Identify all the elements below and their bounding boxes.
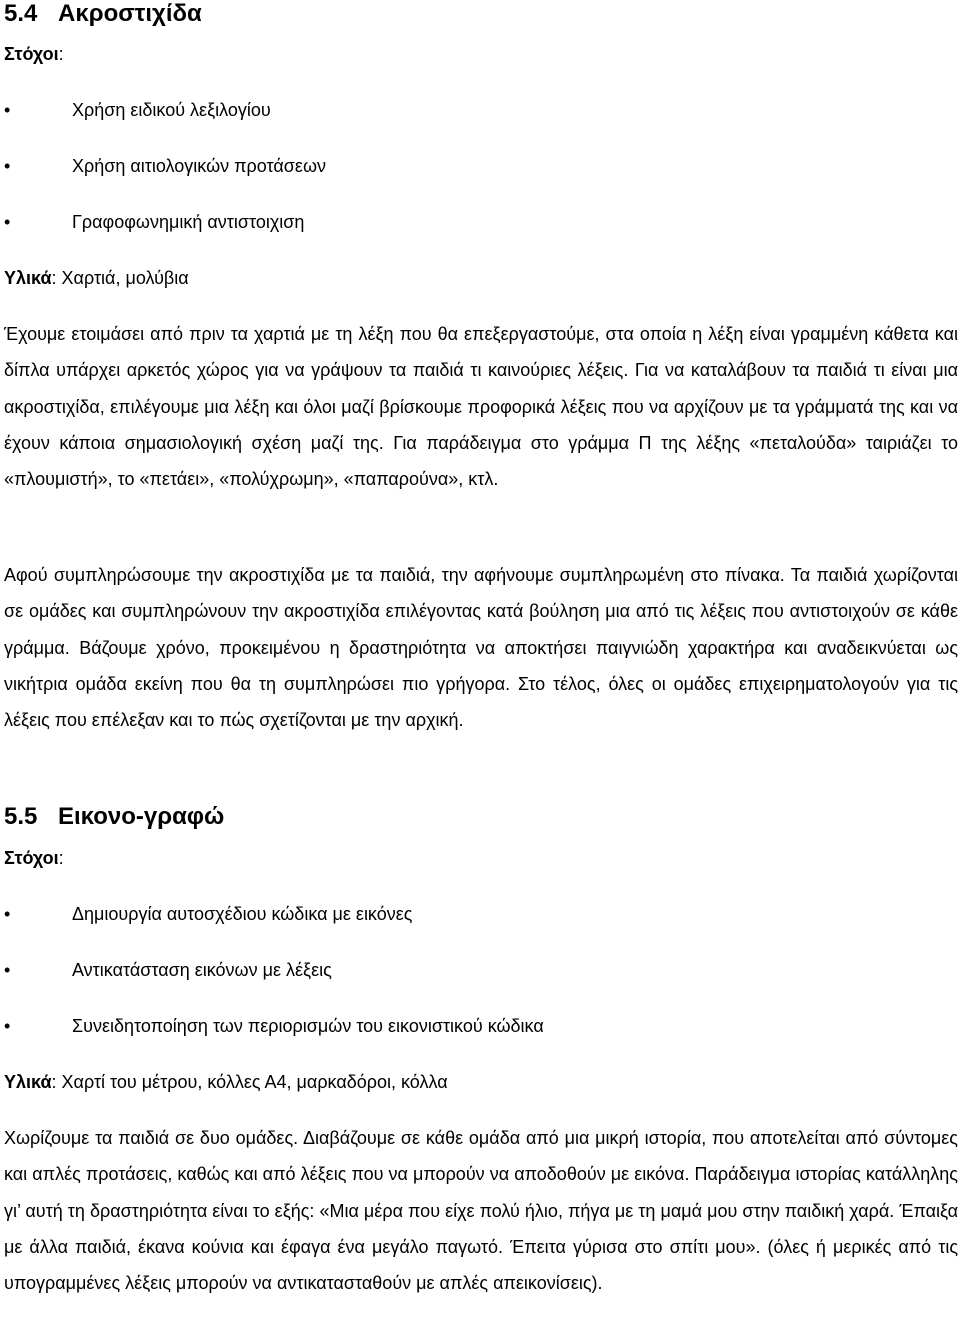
section-title: Ακροστιχίδα — [58, 0, 202, 27]
materials-text: Χαρτί του μέτρου, κόλλες Α4, μαρκαδόροι, κόλλα — [61, 1072, 448, 1092]
bullet-icon: • — [4, 904, 11, 924]
goal-text: Χρήση ειδικού λεξιλογίου — [72, 100, 271, 120]
bullet-icon: • — [4, 100, 11, 120]
goal-text: Αντικατάσταση εικόνων με λέξεις — [72, 960, 332, 980]
goal-text: Γραφοφωνημική αντιστοιχιση — [72, 212, 305, 232]
section-number: 5.5 — [4, 803, 38, 830]
bullet-icon: • — [4, 960, 11, 980]
goal-text: Δημιουργία αυτοσχέδιου κώδικα με εικόνες — [72, 904, 413, 924]
bullet-icon: • — [4, 212, 11, 232]
bullet-icon: • — [4, 1016, 11, 1036]
goals-label-line: Στόχοι: — [4, 848, 64, 868]
section-heading-5-5 — [4, 803, 224, 831]
paragraph: Χωρίζουμε τα παιδιά σε δυο ομάδες. Διαβάζουμε σε κάθε ομάδα από μια μικρή ιστορία, που αποτελείται από σύντομες και απλές προτάσεις, καθώς και από λέξεις που να μπορούν να αποδοθούν με εικόνα. Παράδειγμα ιστορίας κατάλληλης γι’ αυτή τη δραστηριότητα είναι το εξής: «Μια μέρα που είχε πολύ ήλιο, πήγα με τη μαμά μου στην παιδική χαρά. Έπαιξα με άλλα παιδιά, έκανα κούνια και έφαγα ένα μεγάλο παγωτό. Έπειτα γύρισα στο σπίτι μου». (όλες ή μερικές από τις υπογραμμένες λέξεις μπορούν να αντικατασταθούν με απλές απεικονίσεις). — [4, 1128, 958, 1294]
materials-label: Υλικά — [4, 268, 52, 288]
materials-line: Υλικά: Χαρτιά, μολύβια — [4, 268, 189, 288]
section-number: 5.4 — [4, 0, 38, 27]
goal-text: Χρήση αιτιολογικών προτάσεων — [72, 156, 326, 176]
materials-label: Υλικά — [4, 1072, 52, 1092]
goals-label: Στόχοι — [4, 848, 59, 868]
materials-text: Χαρτιά, μολύβια — [61, 268, 189, 288]
section-heading-5-4 — [4, 0, 202, 28]
goals-label-line: Στόχοι: — [4, 44, 64, 64]
goal-text: Συνειδητοποίηση των περιορισμών του εικονιστικού κώδικα — [72, 1016, 544, 1036]
paragraph: Έχουμε ετοιμάσει από πριν τα χαρτιά με τη λέξη που θα επεξεργαστούμε, στα οποία η λέξη είναι γραμμένη κάθετα και δίπλα υπάρχει αρκετός χώρος για να γράψουν τα παιδιά τι καινούριες λέξεις. Για να καταλάβουν τα παιδιά τι είναι μια ακροστιχίδα, επιλέγουμε μια λέξη και όλοι μαζί βρίσκουμε προφορικά λέξεις που να αρχίζουν με τα γράμματά της και να έχουν κάποια σημασιολογική σχέση μαζί της. Για παράδειγμα στο γράμμα Π της λέξης «πεταλούδα» ταιριάζει το «πλουμιστή», το «πετάει», «πολύχρωμη», «παπαρούνα», κτλ. — [4, 324, 958, 490]
goals-label: Στόχοι — [4, 44, 59, 64]
section-title: Εικονο-γραφώ — [58, 803, 225, 830]
paragraph: Αφού συμπληρώσουμε την ακροστιχίδα με τα παιδιά, την αφήνουμε συμπληρωμένη στο πίνακα. Τα παιδιά χωρίζονται σε ομάδες και συμπληρώνουν την ακροστιχίδα επιλέγοντας κατά βούληση μια από τις λέξεις που αντιστοιχούν σε κάθε γράμμα. Βάζουμε χρόνο, προκειμένου η δραστηριότητα να αποκτήσει παιγνιώδη χαρακτήρα και αναδεικνύεται ως νικήτρια ομάδα εκείνη που θα τη συμπληρώσει πιο γρήγορα. Στο τέλος, όλες οι ομάδες επιχειρηματολογούν για τις λέξεις που επέλεξαν και το πώς σχετίζονται με την αρχική. — [4, 565, 958, 731]
materials-line: Υλικά: Χαρτί του μέτρου, κόλλες Α4, μαρκαδόροι, κόλλα — [4, 1072, 448, 1092]
bullet-icon: • — [4, 156, 11, 176]
